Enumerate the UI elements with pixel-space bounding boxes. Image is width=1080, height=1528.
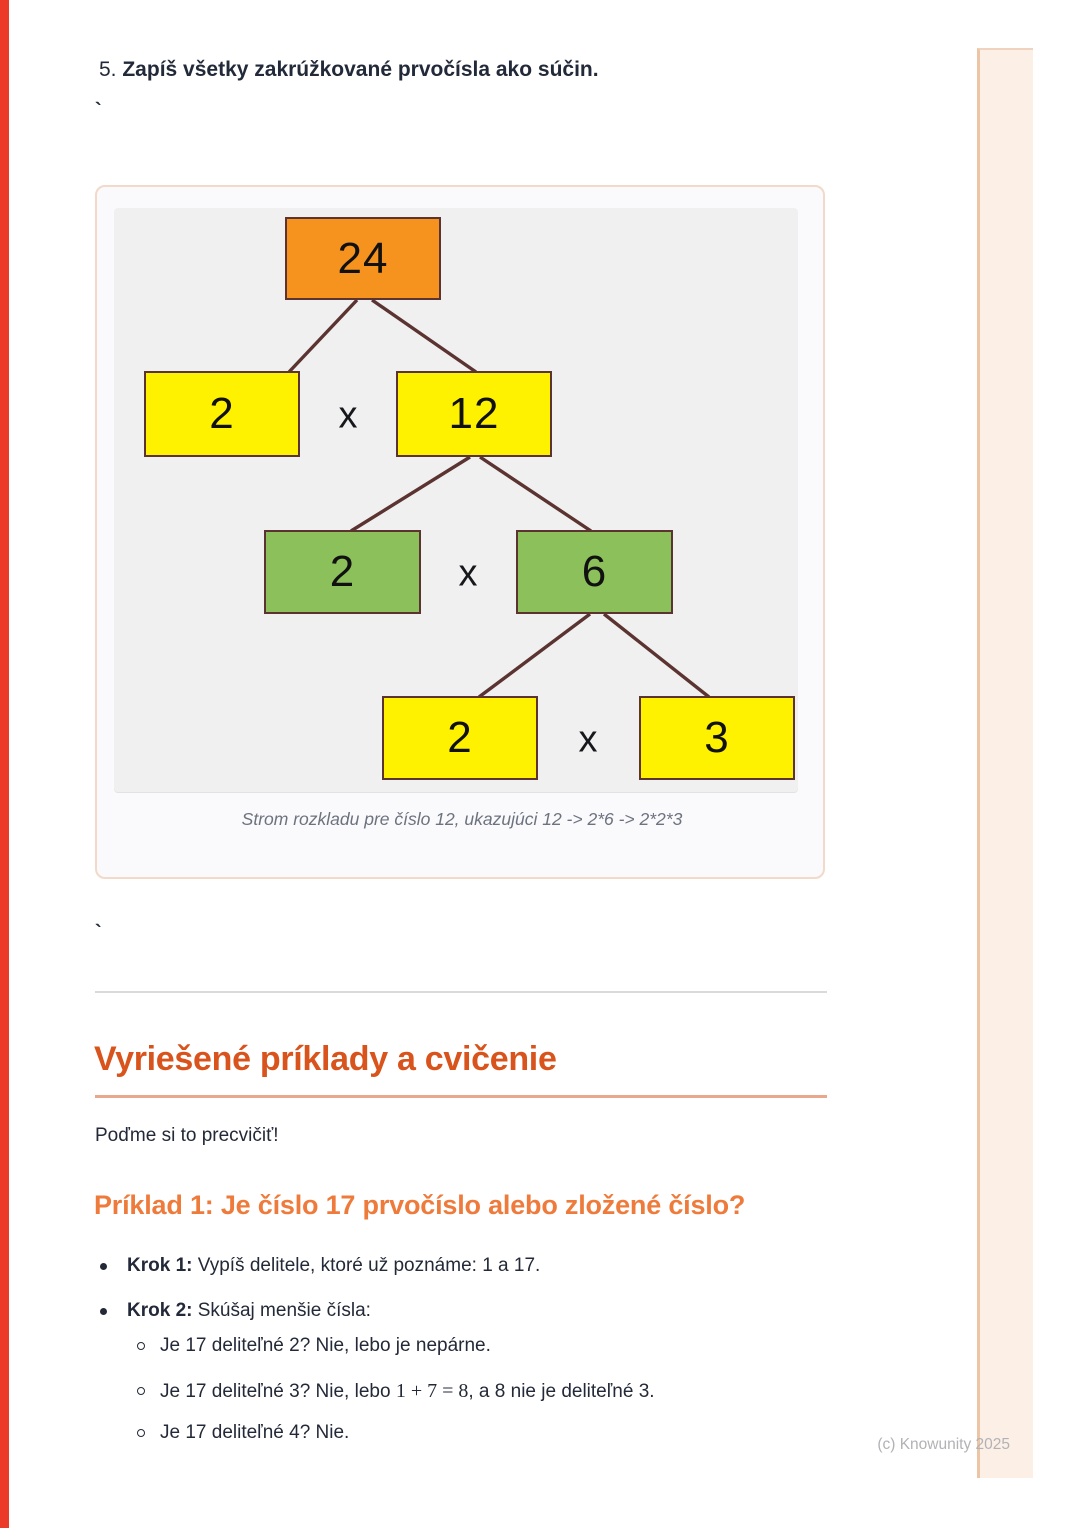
tree-node-24: 24	[285, 217, 441, 300]
exercise-title: Zapíš všetky zakrúžkované prvočísla ako súčin.	[122, 58, 599, 81]
left-edge-accent-bar	[0, 0, 9, 1528]
example-heading: Príklad 1: Je číslo 17 prvočíslo alebo zložené číslo?	[94, 1190, 746, 1220]
figure-card	[95, 185, 825, 879]
substep-item-2	[160, 1379, 655, 1404]
substep-text: Je 17 deliteľné 2? Nie, lebo je nepárne.	[160, 1335, 491, 1356]
tree-node-2-level1: 2	[144, 371, 300, 457]
step-item-2	[127, 1299, 371, 1323]
section-divider	[95, 991, 827, 993]
bullet-circle-icon	[137, 1342, 145, 1350]
factor-tree-image	[114, 208, 798, 792]
tree-node-6: 6	[516, 530, 673, 614]
bullet-circle-icon	[137, 1387, 145, 1395]
exercise-heading	[99, 56, 599, 83]
figure-caption: Strom rozkladu pre číslo 12, ukazujúci 12 -> 2*6 -> 2*2*3	[241, 809, 683, 829]
substep-math-expression: 1 + 7 = 8	[395, 1380, 469, 1402]
exercise-number: 5.	[99, 58, 117, 81]
multiply-sign-level3: x	[578, 718, 598, 761]
multiply-sign-level1: x	[338, 394, 358, 437]
section-title: Vyriešené príklady a cvičenie	[94, 1040, 557, 1078]
footer-credit: (c) Knowunity 2025	[877, 1436, 1010, 1453]
bullet-disc-icon	[100, 1308, 107, 1315]
tree-node-2-level2: 2	[264, 530, 421, 614]
bullet-circle-icon	[137, 1429, 145, 1437]
substep-text: Je 17 deliteľné 4? Nie.	[160, 1422, 350, 1443]
stray-backtick-top: `	[95, 100, 102, 122]
substep-text: , a 8 nie je deliteľné 3.	[468, 1381, 655, 1402]
stray-backtick-bottom: `	[95, 922, 102, 944]
intro-paragraph: Poďme si to precvičiť!	[95, 1125, 279, 1146]
step-label: Krok 1:	[127, 1255, 193, 1276]
multiply-sign-level2: x	[458, 552, 478, 595]
tree-node-12: 12	[396, 371, 552, 457]
step-label: Krok 2:	[127, 1300, 193, 1321]
step-item-1	[127, 1254, 540, 1278]
substep-item-1	[160, 1334, 491, 1358]
tree-node-3: 3	[639, 696, 795, 780]
substep-text: Je 17 deliteľné 3? Nie, lebo	[160, 1381, 396, 1402]
step-text: Skúšaj menšie čísla:	[192, 1300, 371, 1321]
right-edge-paper-strip	[977, 48, 1033, 1478]
section-title-underline	[95, 1095, 827, 1098]
substep-item-3	[160, 1421, 349, 1445]
tree-node-2-level3: 2	[382, 696, 538, 780]
bullet-disc-icon	[100, 1263, 107, 1270]
step-text: Vypíš delitele, ktoré už poznáme: 1 a 17.	[192, 1255, 541, 1276]
